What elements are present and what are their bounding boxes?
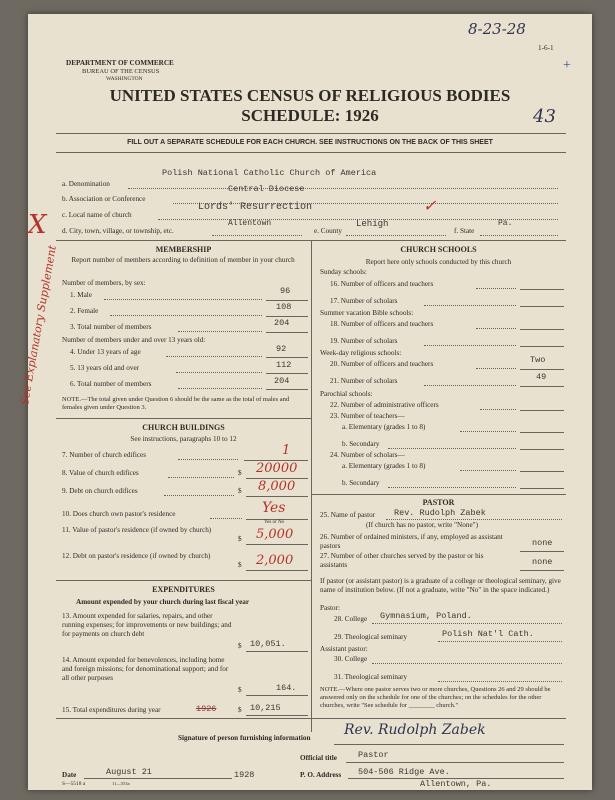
- county-label: e. County: [314, 227, 342, 235]
- q12-dollar: $: [238, 561, 242, 569]
- date-stamp-annotation: 8-23-28: [468, 20, 526, 38]
- q17-label: 17. Number of scholars: [330, 297, 398, 305]
- date-value: August 21: [106, 767, 152, 777]
- expenditures-intro: Amount expended by your church during last fiscal year: [76, 598, 250, 606]
- q21-value: 49: [536, 372, 547, 382]
- q24b-label: b. Secondary: [342, 479, 380, 487]
- membership-note: NOTE.—The total given under Question 6 should be the same as the total of males and females given under Question 3.: [62, 396, 290, 411]
- address-line-2: Allentown, Pa.: [420, 779, 492, 789]
- city-town-value: Allentown: [228, 219, 272, 228]
- q15-label: 15. Total expenditures during year: [62, 706, 161, 714]
- sheet-number: 43: [533, 106, 556, 127]
- sunday-label: Sunday schools:: [320, 268, 367, 276]
- address-line-1: 504-506 Ridge Ave.: [358, 767, 450, 777]
- local-name-value: Lords' Resurrection: [198, 202, 313, 213]
- membership-intro: Report number of members according to definition of member in your church: [71, 256, 295, 264]
- q14-label: 14. Amount expended for benevolences, including home and foreign missions; for denominational support; and for all other purposes: [62, 656, 229, 682]
- q20-label: 20. Number of officers and teachers: [330, 360, 434, 368]
- q5-label: 5. 13 years old and over: [70, 364, 140, 372]
- q13-label: 13. Amount expended for salaries, repairs, and other running expenses; for improvements or new buildings; and for payments on church debt: [62, 612, 232, 638]
- q29-label: 29. Theological seminary: [334, 633, 408, 641]
- q26-label: 26. Number of ordained ministers, if any, employed as assistant pastors: [320, 533, 503, 550]
- margin-x-mark: X: [28, 210, 47, 240]
- city-label: WASHINGTON: [106, 76, 143, 82]
- instruction-line: FILL OUT A SEPARATE SCHEDULE FOR EACH CHURCH. SEE INSTRUCTIONS ON THE BACK OF THIS SHEET: [127, 139, 493, 146]
- q27-label: 27. Number of other churches served by the pastor or his assistants: [320, 552, 484, 569]
- census-schedule-sheet: [18, 14, 592, 790]
- summer-label: Summer vacation Bible schools:: [320, 309, 414, 317]
- q15-value: 10,215: [250, 703, 281, 713]
- q11-label: 11. Value of pastor's residence (if owned by church): [62, 526, 212, 534]
- q9-label: 9. Debt on church edifices: [62, 487, 138, 495]
- q14-dollar: $: [238, 686, 242, 694]
- membership-heading: MEMBERSHIP: [155, 245, 212, 254]
- form-title: UNITED STATES CENSUS OF RELIGIOUS BODIES: [109, 86, 511, 105]
- q22-label: 22. Number of administrative officers: [330, 401, 439, 409]
- parochial-label: Parochial schools:: [320, 390, 373, 398]
- q8-dollar: $: [238, 469, 242, 477]
- q23b-label: b. Secondary: [342, 440, 380, 448]
- q16-label: 16. Number of officers and teachers: [330, 280, 434, 288]
- q1-value: 96: [280, 286, 291, 296]
- q28-label: 28. College: [334, 615, 368, 623]
- city-town-label: d. City, town, village, or township, etc.: [62, 227, 174, 235]
- age-intro-label: Number of members under and over 13 years old:: [62, 336, 206, 344]
- pastor-sub-label: Pastor:: [320, 604, 340, 612]
- q29-value: Polish Nat'l Cath.: [442, 629, 534, 639]
- q13-dollar: $: [238, 642, 242, 650]
- check-mark: ✓: [423, 196, 437, 215]
- college-note: If pastor (or assistant pastor) is a graduate of a college or theological seminary, give name of institution below. (If not a graduate, write "No" in the space indicated.): [320, 577, 561, 594]
- q24a-label: a. Elementary (grades 1 to 8): [342, 462, 426, 470]
- q5-value: 112: [276, 360, 292, 370]
- signature-label: Signature of person furnishing information: [178, 734, 311, 742]
- q8-value: 20000: [256, 461, 298, 476]
- q8-label: 8. Value of church edifices: [62, 469, 139, 477]
- q9-dollar: $: [238, 487, 242, 495]
- association-value: Central Diocese: [228, 184, 305, 194]
- q7-value: 1: [282, 443, 291, 458]
- q4-label: 4. Under 13 years of age: [70, 348, 141, 356]
- q19-label: 19. Number of scholars: [330, 337, 398, 345]
- q14-value: 164.: [276, 683, 297, 693]
- state-value: Pa.: [498, 219, 513, 228]
- local-name-label: c. Local name of church: [62, 211, 132, 219]
- q28-value: Gymnasium, Poland.: [380, 611, 472, 621]
- q23a-label: a. Elementary (grades 1 to 8): [342, 423, 426, 431]
- form-number: S—5518 a: [62, 781, 86, 787]
- print-number: 11—553a: [112, 781, 130, 786]
- q1-label: 1. Male: [70, 291, 92, 299]
- q9-value: 8,000: [258, 479, 296, 494]
- plus-mark: +: [563, 58, 571, 73]
- q6-label: 6. Total number of members: [70, 380, 152, 388]
- buildings-intro: See instructions, paragraphs 10 to 12: [130, 435, 237, 443]
- denomination-value: Polish National Catholic Church of America: [162, 168, 377, 178]
- q25-label: 25. Name of pastor: [320, 511, 376, 519]
- pastor-heading: PASTOR: [422, 498, 455, 507]
- assistant-pastor-label: Assistant pastor:: [320, 645, 368, 653]
- q25-value: Rev. Rudolph Zabek: [394, 508, 486, 518]
- q18-label: 18. Number of officers and teachers: [330, 320, 434, 328]
- q10-label: 10. Does church own pastor's residence: [62, 510, 176, 518]
- q3-label: 3. Total number of members: [70, 323, 152, 331]
- q31-label: 31. Theological seminary: [334, 673, 408, 681]
- members-by-sex-label: Number of members, by sex:: [62, 279, 146, 287]
- expenditures-heading: EXPENDITURES: [152, 585, 215, 594]
- buildings-heading: CHURCH BUILDINGS: [142, 423, 225, 432]
- q12-label: 12. Debt on pastor's residence (if owned by church): [62, 552, 211, 560]
- q23-label: 23. Number of teachers—: [330, 412, 405, 420]
- q11-dollar: $: [238, 535, 242, 543]
- association-label: b. Association or Conference: [62, 195, 146, 203]
- q11-value: 5,000: [256, 527, 294, 542]
- q30-label: 30. College: [334, 655, 368, 663]
- date-label: Date: [62, 771, 77, 779]
- q2-value: 108: [276, 302, 292, 312]
- q15-year: 1926: [196, 704, 217, 714]
- po-address-label: P. O. Address: [300, 771, 342, 779]
- side-note: See Explanatory Supplement: [18, 244, 59, 407]
- county-value: Lehigh: [356, 219, 389, 229]
- q20-value: Two: [530, 355, 546, 365]
- q12-value: 2,000: [256, 553, 294, 568]
- denomination-label: a. Denomination: [62, 180, 110, 188]
- q24-label: 24. Number of scholars—: [330, 451, 405, 459]
- q4-value: 92: [276, 344, 287, 354]
- q21-label: 21. Number of scholars: [330, 377, 398, 385]
- q7-label: 7. Number of church edifices: [62, 451, 147, 459]
- schools-intro: Report here only schools conducted by this church: [365, 258, 512, 266]
- schools-heading: CHURCH SCHOOLS: [400, 245, 477, 254]
- q6-value: 204: [274, 376, 290, 386]
- q10-value: Yes: [262, 500, 286, 516]
- form-subtitle: SCHEDULE: 1926: [241, 106, 379, 125]
- q10-sub: Yes or No: [264, 520, 285, 525]
- q25-sub: (If church has no pastor, write "None"): [366, 521, 478, 529]
- pastor-note: NOTE.—Where one pastor serves two or more churches, Questions 26 and 29 should be answered only on the schedule for one of the churches; on the schedules for the other churches, write "See schedule for ________ church.": [320, 686, 551, 709]
- bureau-label: BUREAU OF THE CENSUS: [82, 68, 160, 75]
- signature-value: Rev. Rudolph Zabek: [344, 722, 486, 738]
- q13-value: 10,051.: [250, 639, 286, 649]
- code-annotation: 1-6-1: [538, 44, 554, 52]
- q26-value: none: [532, 538, 553, 548]
- q15-dollar: $: [238, 706, 242, 714]
- official-title-label: Official title: [300, 754, 337, 762]
- date-year: 1928: [234, 770, 255, 780]
- weekday-label: Week-day religious schools:: [320, 349, 402, 357]
- official-title-value: Pastor: [358, 750, 389, 760]
- q2-label: 2. Female: [70, 307, 99, 315]
- q27-value: none: [532, 557, 553, 567]
- q3-value: 204: [274, 318, 290, 328]
- dept-label: DEPARTMENT OF COMMERCE: [66, 59, 174, 67]
- state-label: f. State: [454, 227, 475, 235]
